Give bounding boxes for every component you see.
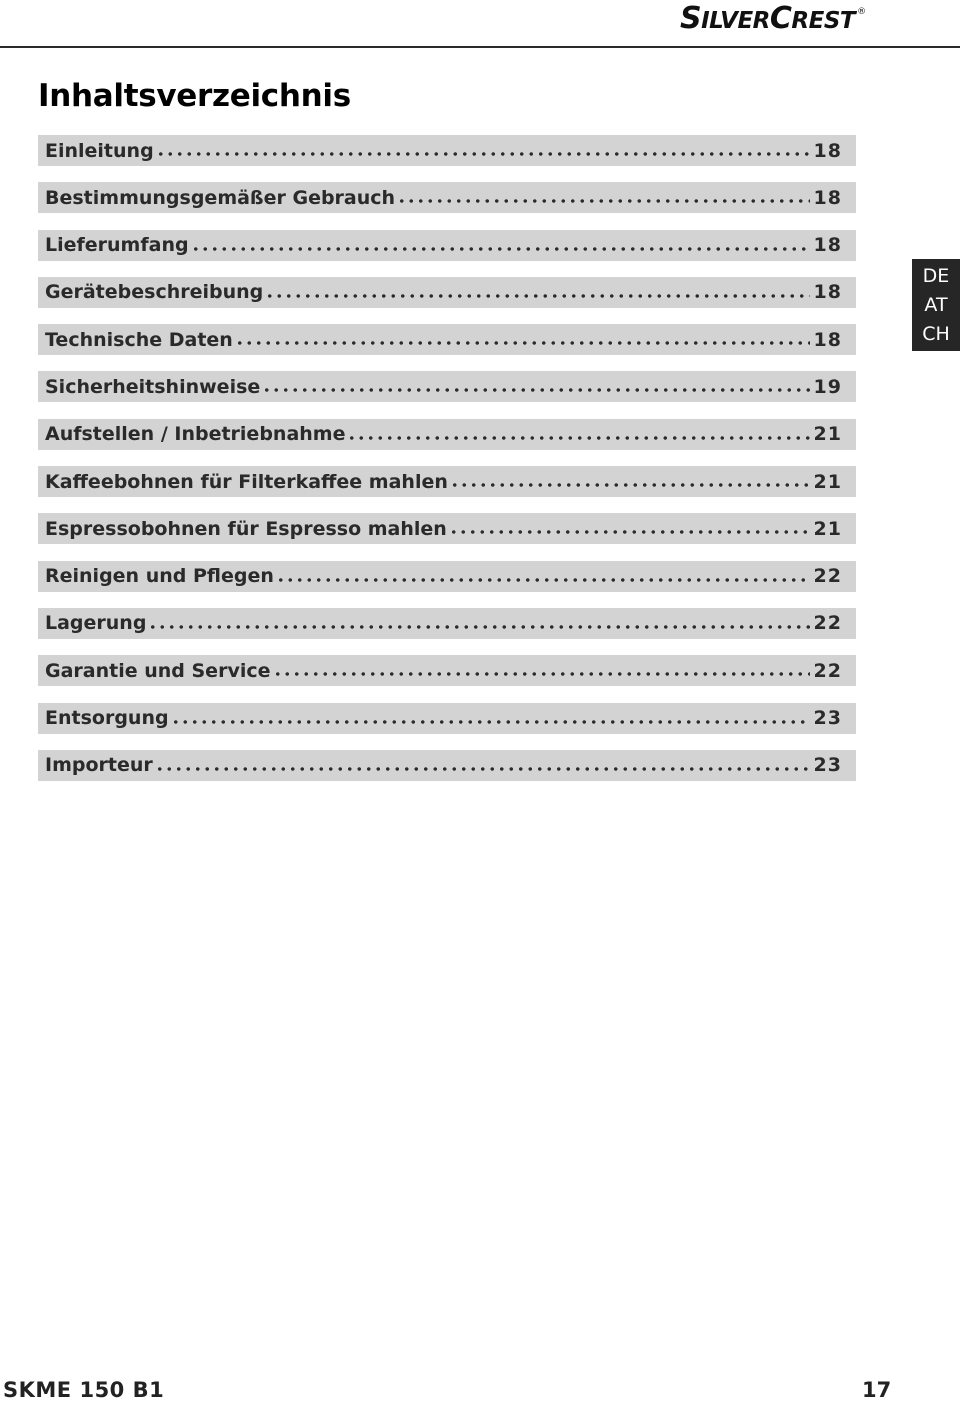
toc-entry[interactable] — [38, 750, 856, 781]
toc-entry[interactable] — [38, 608, 856, 639]
toc-entry-page: 21 — [813, 470, 842, 493]
toc-entry-label: Bestimmungsgemäßer Gebrauch — [45, 186, 396, 209]
dot-leader — [155, 766, 810, 772]
toc-entry[interactable] — [38, 561, 856, 592]
dot-leader — [191, 246, 810, 252]
dot-leader — [148, 624, 809, 630]
brand-silver-rest: ILVER — [701, 8, 770, 34]
toc-entry-label: Garantie und Service — [45, 659, 271, 682]
language-code-de: DE — [922, 264, 950, 287]
toc-entry-page: 18 — [813, 234, 842, 257]
language-code-ch: CH — [922, 322, 950, 345]
toc-entry-page: 21 — [813, 517, 842, 540]
toc-entry-label: Aufstellen / Inbetriebnahme — [45, 423, 346, 446]
header-rule — [0, 46, 960, 48]
brand-crest-rest: REST — [791, 8, 856, 34]
toc-entry[interactable] — [38, 419, 856, 450]
toc-entry-label: Gerätebeschreibung — [45, 281, 264, 304]
dot-leader — [276, 577, 810, 583]
language-tab — [912, 259, 960, 351]
toc-entry-label: Entsorgung — [45, 707, 169, 730]
footer-page-number: 17 — [862, 1378, 892, 1402]
toc-entry-page: 22 — [813, 659, 842, 682]
toc-entry-page: 23 — [813, 707, 842, 730]
brand-letter-c: C — [769, 1, 792, 36]
toc-entry-label: Lieferumfang — [45, 234, 189, 257]
dot-leader — [235, 340, 810, 346]
brand-logo — [680, 2, 866, 36]
toc-entry[interactable] — [38, 230, 856, 261]
dot-leader — [273, 671, 810, 677]
dot-leader — [347, 435, 809, 441]
toc-entry-label: Espressobohnen für Espresso mahlen — [45, 517, 447, 540]
footer-model-number: SKME 150 B1 — [3, 1378, 165, 1402]
toc-entry[interactable] — [38, 182, 856, 213]
dot-leader — [449, 529, 810, 535]
toc-entry-page: 18 — [813, 281, 842, 304]
toc-entry-label: Kaffeebohnen für Filterkaffee mahlen — [45, 470, 448, 493]
toc-entry[interactable] — [38, 135, 856, 166]
registered-mark: ® — [857, 7, 866, 17]
toc-entry-label: Sicherheitshinweise — [45, 375, 261, 398]
toc-entry[interactable] — [38, 703, 856, 734]
toc-entry[interactable] — [38, 466, 856, 497]
table-of-contents — [38, 135, 856, 797]
toc-entry-page: 22 — [813, 565, 842, 588]
toc-entry-label: Einleitung — [45, 139, 154, 162]
dot-leader — [171, 719, 810, 725]
toc-entry-page: 18 — [813, 139, 842, 162]
toc-entry-page: 19 — [813, 375, 842, 398]
toc-entry-label: Technische Daten — [45, 328, 233, 351]
toc-entry-page: 23 — [813, 754, 842, 777]
toc-entry[interactable] — [38, 655, 856, 686]
toc-entry[interactable] — [38, 513, 856, 544]
toc-entry[interactable] — [38, 371, 856, 402]
toc-entry-page: 18 — [813, 186, 842, 209]
toc-entry-page: 22 — [813, 612, 842, 635]
brand-letter-s: S — [680, 1, 702, 36]
dot-leader — [265, 293, 809, 299]
toc-entry[interactable] — [38, 324, 856, 355]
toc-entry-label: Reinigen und Pflegen — [45, 565, 274, 588]
toc-entry-page: 21 — [813, 423, 842, 446]
language-code-at: AT — [924, 293, 948, 316]
dot-leader — [262, 387, 809, 393]
toc-entry-label: Importeur — [45, 754, 153, 777]
toc-entry-page: 18 — [813, 328, 842, 351]
toc-entry[interactable] — [38, 277, 856, 308]
dot-leader — [397, 198, 809, 204]
toc-entry-label: Lagerung — [45, 612, 147, 635]
dot-leader — [450, 482, 810, 488]
dot-leader — [156, 151, 810, 157]
page-title: Inhaltsverzeichnis — [38, 78, 351, 114]
